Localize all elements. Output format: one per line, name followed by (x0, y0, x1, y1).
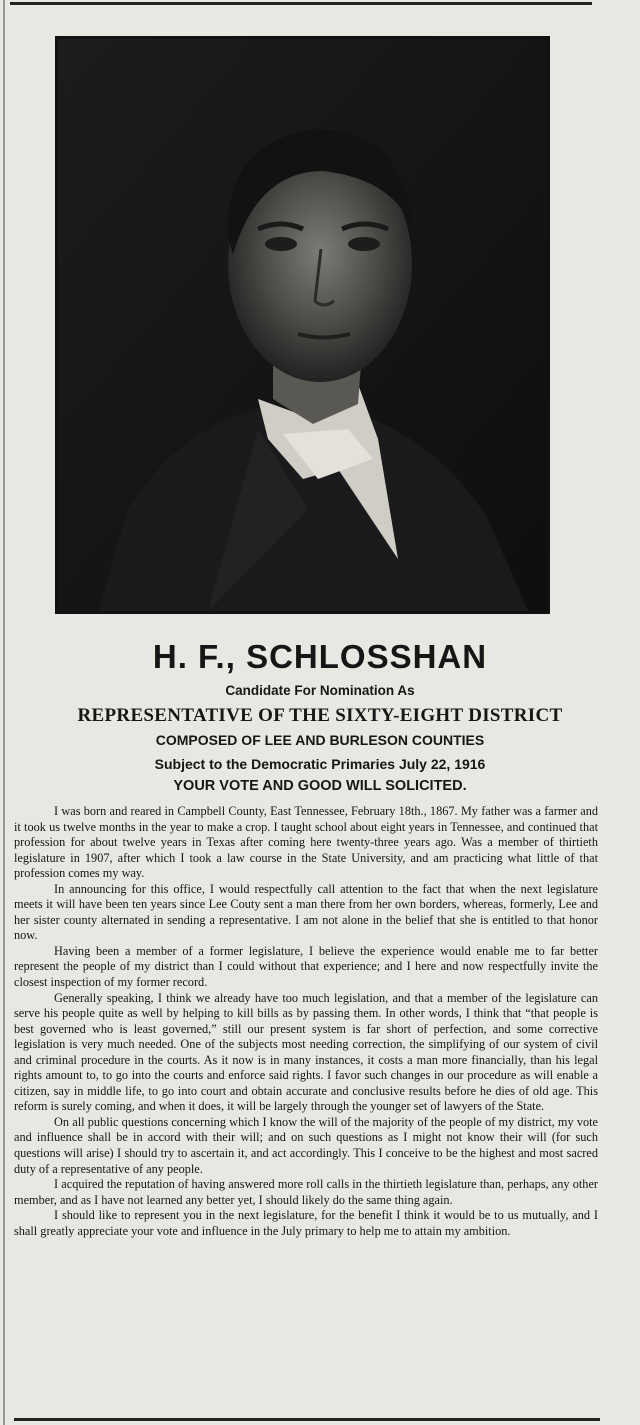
paragraph: In announcing for this office, I would respectfully call attention to the fact that when the next legislature meets it will have been ten years since Lee Couty sent a man there from her own borders, whereas, formerly, Lee and her sister county alternated in sending a representative. I am not alone in the belief that she is entitled to that honor now. (14, 881, 598, 943)
district-counties: COMPOSED OF LEE AND BURLESON COUNTIES (155, 732, 485, 748)
paragraph: I was born and reared in Campbell County, East Tennessee, February 18th., 1867. My father was a farmer and it took us twelve months in the year to make a crop. I taught school about eight years in Tennessee, and continued that profession for about twelve years in Texas after coming here twenty-three years ago. Was a member of thirtieth legislature in 1907, after which I took a law course in the State University, and am practicing what little of that profession comes my way. (14, 804, 598, 881)
candidate-line: Candidate For Nomination As (225, 683, 415, 698)
office-title: REPRESENTATIVE OF THE SIXTY-EIGHT DISTRICT (77, 705, 563, 726)
paragraph: I should like to represent you in the next legislature, for the benefit I think it would be to us mutually, and I shall greatly appreciate your vote and influence in the July primary to help me to attain my ambition. (14, 1208, 598, 1238)
paragraph: Having been a member of a former legislature, I believe the experience would enable me to far better represent the people of my district than I could without that experience; and I here and now respectfully invite the closest inspection of my former record. (14, 943, 598, 990)
portrait-photo (55, 36, 550, 614)
paragraph: I acquired the reputation of having answered more roll calls in the thirtieth legislature than, perhaps, any other member, and as I have not learned any better yet, I should likely do the same thing again. (14, 1177, 598, 1207)
primaries-date: Subject to the Democratic Primaries July 22, 1916 (154, 756, 486, 772)
candidate-name: H. F., SCHLOSSHAN (152, 638, 488, 675)
bottom-rule (14, 1418, 600, 1421)
article-body (14, 804, 598, 1239)
vote-solicitation: YOUR VOTE AND GOOD WILL SOLICITED. (173, 778, 467, 794)
portrait-illustration (58, 39, 547, 611)
paragraph: Generally speaking, I think we already have too much legislation, and that a member of the legislature can serve his people quite as well by helping to kill bills as by passing them. In other words, I think that “that people is best governed who is least governed,” still our present system is far short of perfection, and some corrective legislation is very much needed. One of the subjects most needing correction, the simplifying of our system of civil and criminal procedure in the courts. As it now is in many instances, it costs a man more financially, than his legal rights amount to, to go into the courts and enforce said rights. I favor such changes in our procedure as will enable a citizen, say in middle life, to go into court and obtain accurate and conclusive results before he dies of old age. This reform is surely coming, and when it does, it will be largely through the younger set of lawyers of the State. (14, 990, 598, 1114)
top-rule (10, 2, 592, 5)
paragraph: On all public questions concerning which I know the will of the majority of the people of my district, my vote and influence shall be in accord with their will; and on such questions as I might not know their will (for such questions will arise) I should try to ascertain it, and act accordingly. This I conceive to be the highest and most sacred duty of a representative of any people. (14, 1114, 598, 1176)
